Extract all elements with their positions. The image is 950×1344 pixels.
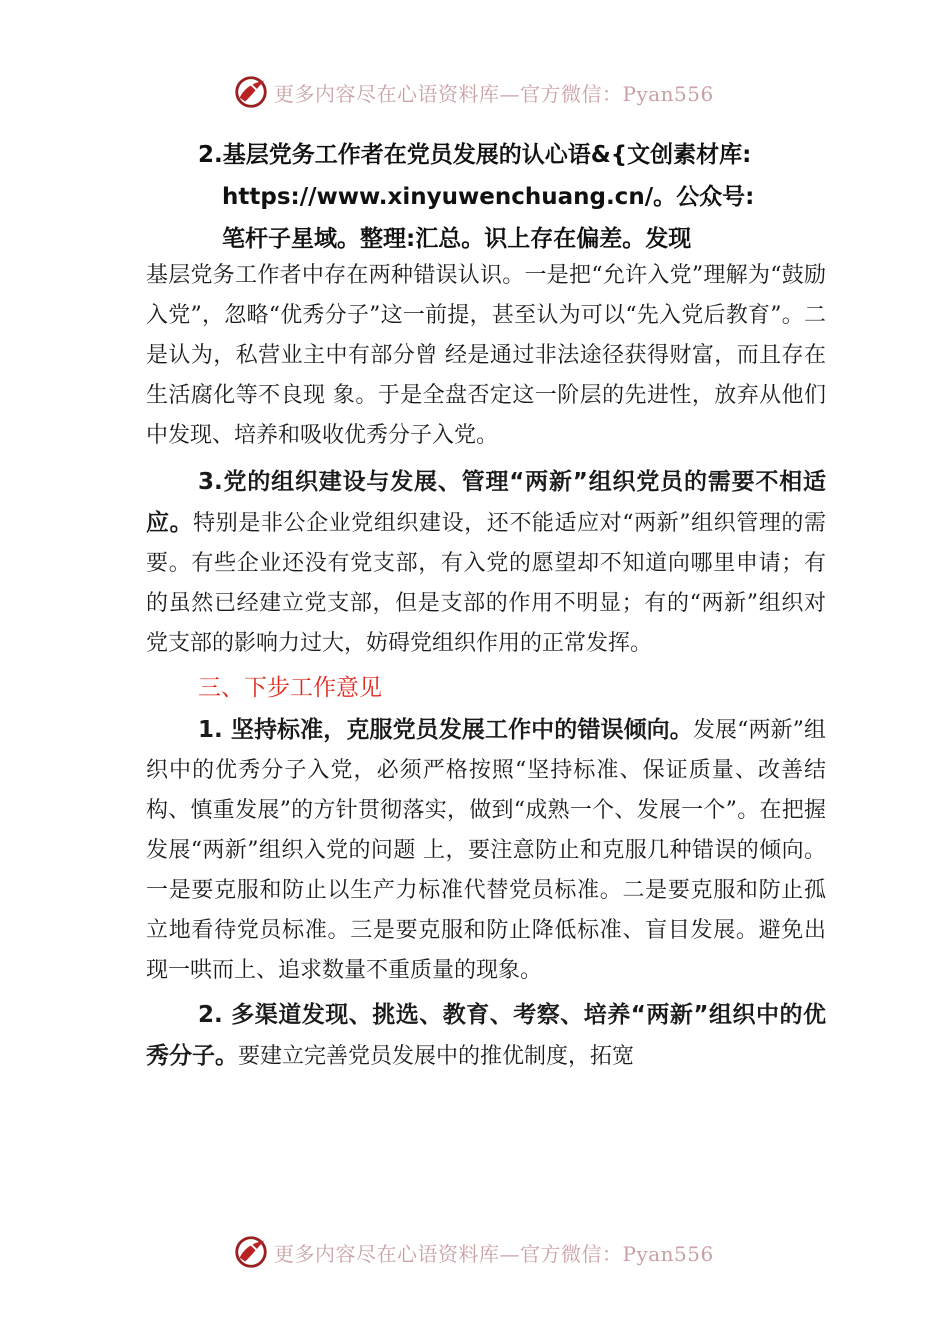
banner-text: 更多内容尽在心语资料库—官方微信：Pyan556 <box>274 1241 714 1266</box>
item-3-text: 特别是非公企业党组织建设，还不能适应对“两新”组织管理的需要。有些企业还没有党支部，有入党的愿望却不知道向哪里申请；有的虽然已经建立党支部，但是支部的作用不明显；有的“两新”组织对党支部的影响力过大，妨碍党组织作用的正常发挥。 <box>146 511 827 656</box>
suggestion-1-bold-lead: 1. 坚持标准，克服党员发展工作中的错误倾向。 <box>198 717 693 743</box>
section-title-3: 三、下步工作意见 <box>198 675 382 701</box>
suggestion-1-text: 发展“两新”组织中的优秀分子入党，必须严格按照“坚持标准、保证质量、改善结构、慎重发展”的方针贯彻落实，做到“成熟一个、发展一个”。在把握发展“两新”组织入党的问题 上，要注意防止和克服几种错误的倾向。一是要克服和防止以生产力标准代替党员标准。二是要克服和防止孤立地看待党员标准。三是要克服和防止降低标准、盲目发展。避免出现一哄而上、追求数量不重质量的现象。 <box>146 718 826 983</box>
brand-logo-icon <box>232 73 270 111</box>
heading-line-3: 笔杆子星域。整理:汇总。识上存在偏差。发现 <box>222 226 692 252</box>
suggestion-2-paragraph <box>146 995 826 1077</box>
item-3-bold-lead: 3.党的组织建设与发展、管理“两新”组织党员的需要不相适应。 <box>146 469 826 536</box>
header-banner <box>232 72 714 112</box>
heading-line-1: 2.基层党务工作者在党员发展的认心语&{文创素材库: <box>198 142 752 168</box>
brand-logo-icon <box>232 1233 270 1271</box>
item-3-paragraph <box>146 462 826 664</box>
heading-item-2 <box>146 134 826 260</box>
footer-banner <box>232 1232 714 1272</box>
banner-text: 更多内容尽在心语资料库—官方微信：Pyan556 <box>274 81 714 106</box>
suggestion-2-text: 要建立完善党员发展中的推优制度，拓宽 <box>238 1044 635 1069</box>
suggestion-2-bold-lead: 2. 多渠道发现、挑选、教育、考察、培养“两新”组织中的优秀分子。 <box>146 1002 826 1069</box>
heading-line-2: https://www.xinyuwenchuang.cn/。公众号: <box>222 184 755 210</box>
suggestion-1-paragraph <box>146 710 826 991</box>
paragraph-1: 基层党务工作者中存在两种错误认识。一是把“允许入党”理解为“鼓励入党”，忽略“优秀分子”这一前提，甚至认为可以“先入党后教育”。二是认为，私营业主中有部分曾 经是通过非法途径获得财富，而且存在生活腐化等不良现 象。于是全盘否定这一阶层的先进性，放弃从他们中发现、培养和吸收优秀分子入党。 <box>146 263 826 448</box>
document-body <box>146 134 826 1077</box>
